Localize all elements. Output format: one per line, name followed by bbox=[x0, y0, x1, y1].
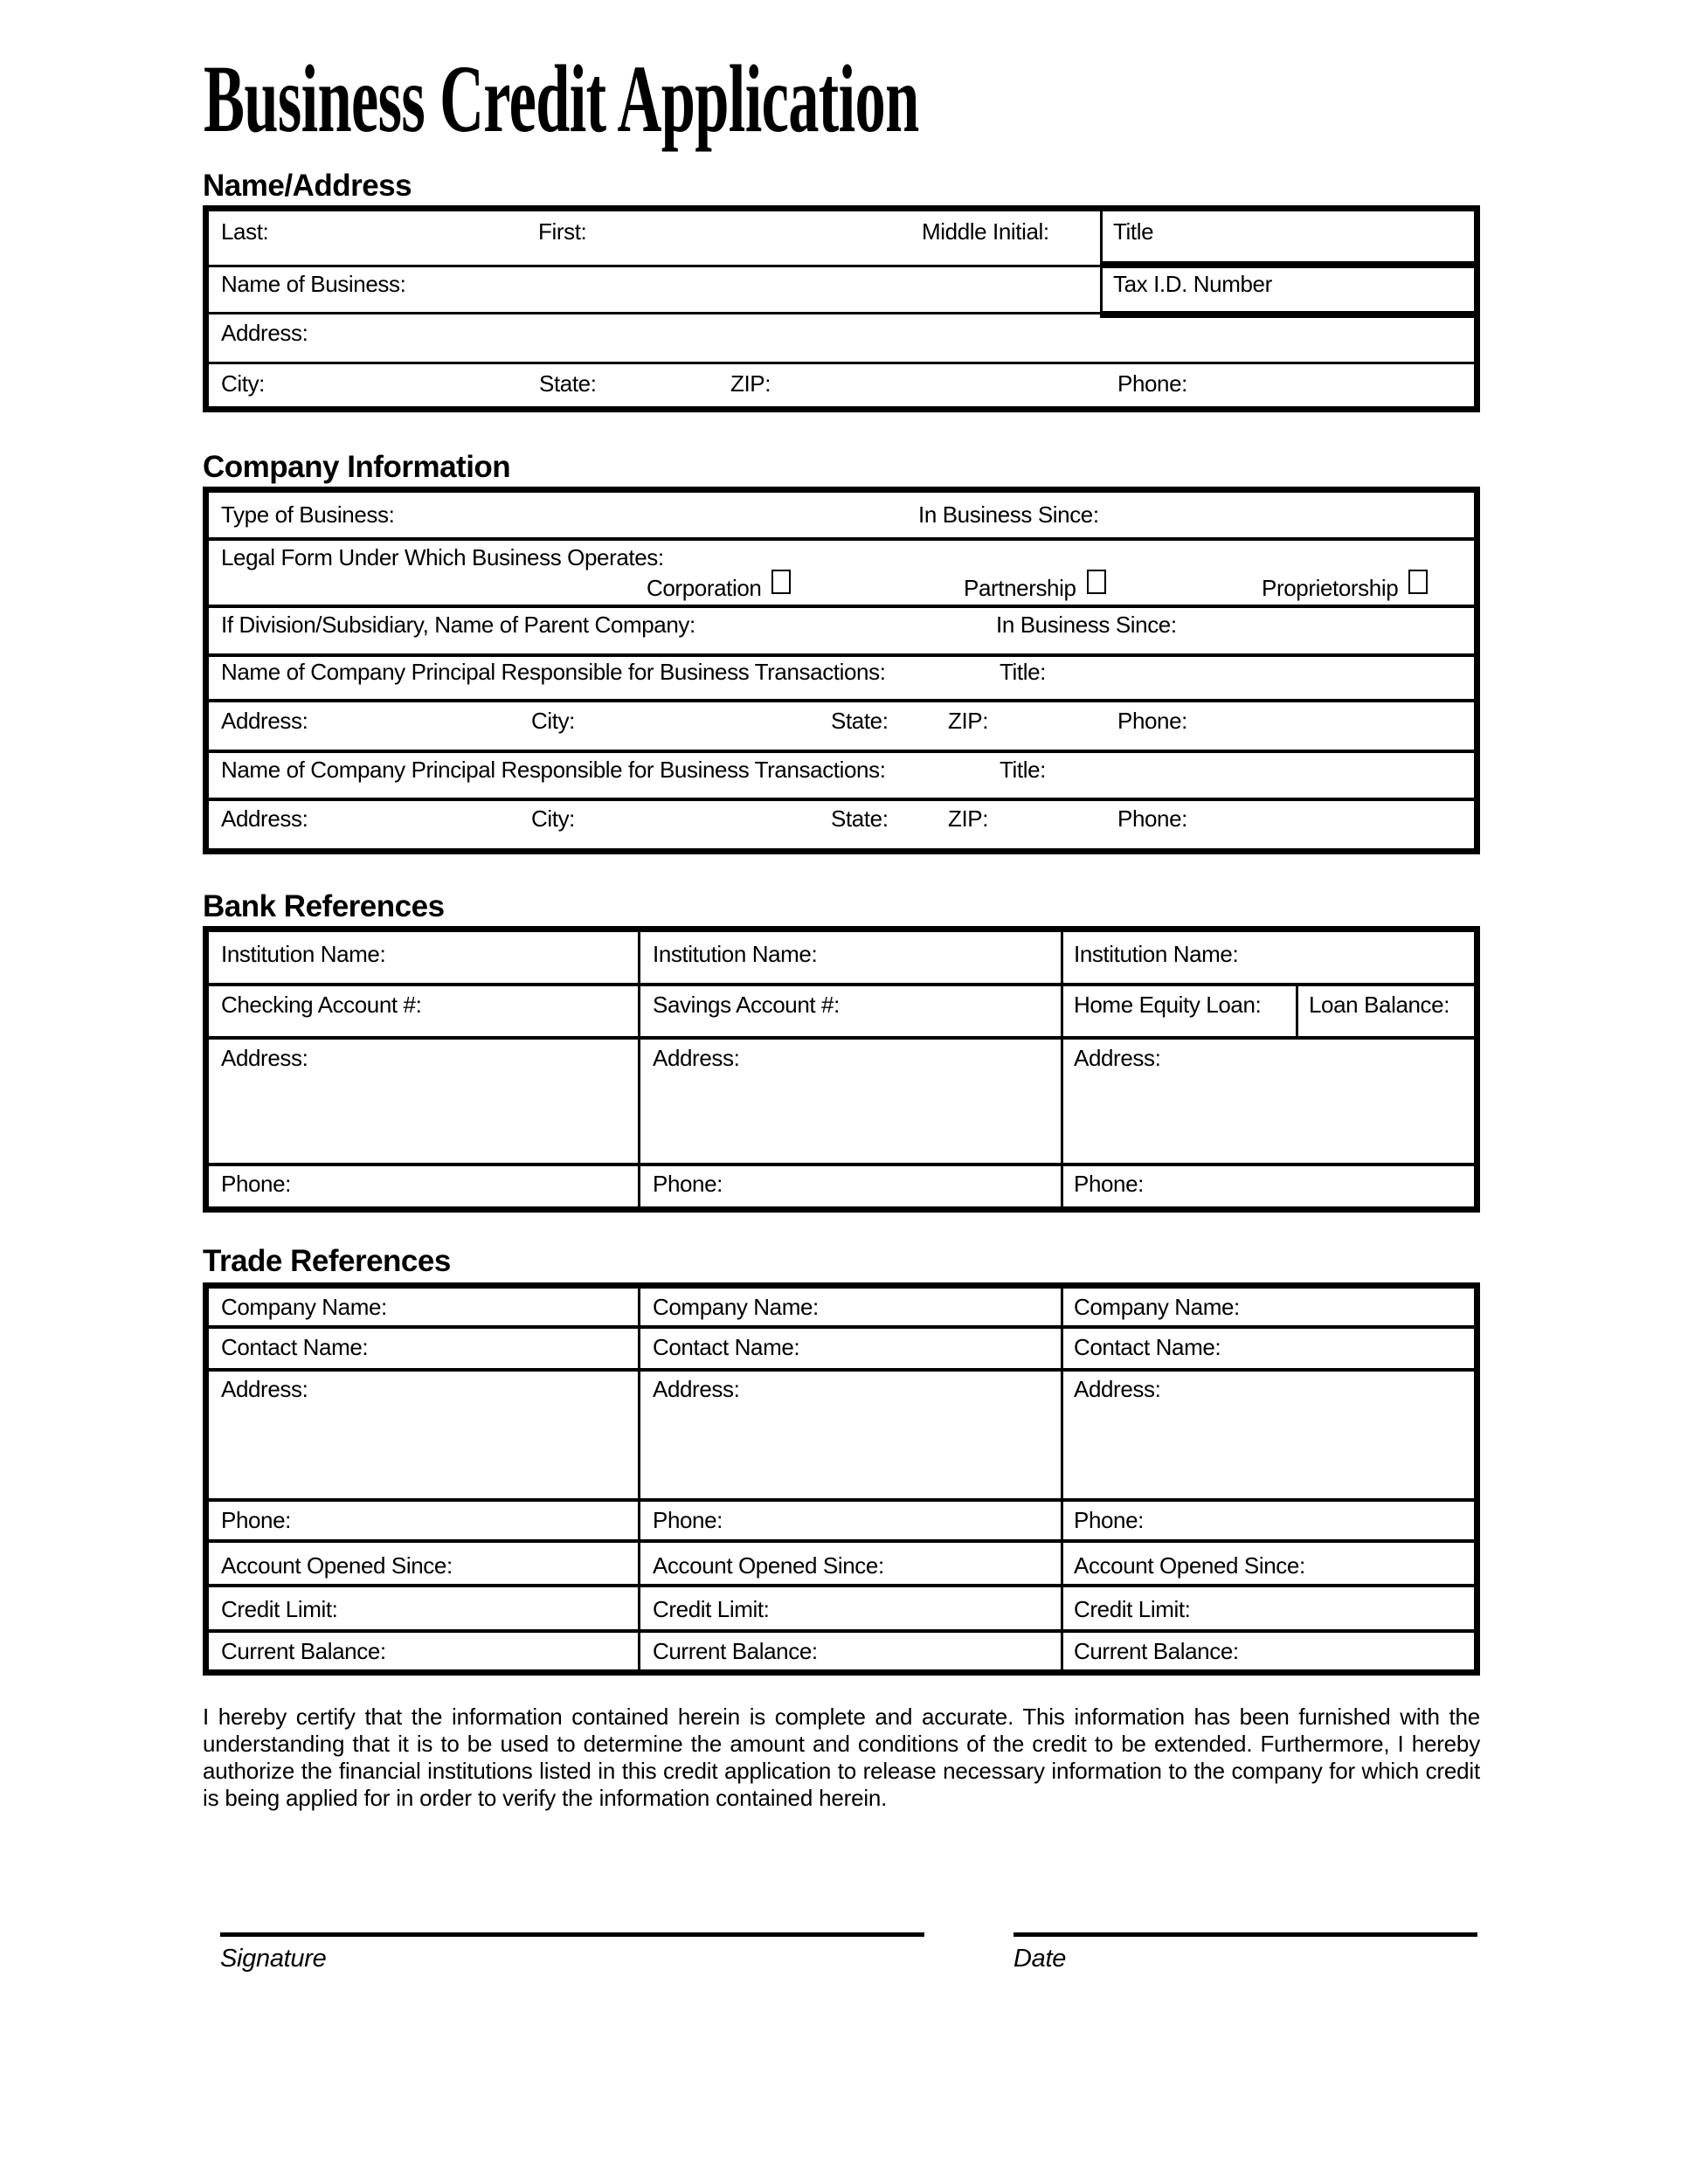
bank-row-divider-3 bbox=[209, 1163, 1474, 1166]
signature-label: Signature bbox=[220, 1945, 327, 1973]
trade-references-table bbox=[203, 1282, 1480, 1676]
partnership-checkbox[interactable] bbox=[1087, 570, 1106, 594]
bank-references-table bbox=[203, 926, 1480, 1213]
taxid-cell-bottom-border bbox=[1100, 311, 1474, 318]
in-business-since-label-2: In Business Since: bbox=[996, 612, 1177, 638]
loan-balance-label: Loan Balance: bbox=[1309, 992, 1450, 1018]
section-heading-bank-references: Bank References bbox=[203, 889, 445, 923]
principal-1-label: Name of Company Principal Responsible for Business Transactions: bbox=[221, 659, 886, 685]
trade-3-address-label: Address: bbox=[1074, 1376, 1161, 1402]
section-heading-name-address: Name/Address bbox=[203, 169, 412, 203]
state-label: State: bbox=[539, 370, 597, 397]
trade-2-credit-limit-label: Credit Limit: bbox=[653, 1596, 770, 1622]
proprietorship-label: Proprietorship bbox=[1262, 575, 1399, 601]
trade-1-current-balance-label: Current Balance: bbox=[221, 1638, 386, 1664]
company-row-divider-6 bbox=[209, 798, 1474, 801]
trade-2-address-label: Address: bbox=[653, 1376, 740, 1402]
in-business-since-label: In Business Since: bbox=[918, 501, 1099, 528]
trade-3-account-opened-label: Account Opened Since: bbox=[1074, 1552, 1305, 1579]
section-heading-company-information: Company Information bbox=[203, 450, 511, 484]
trade-1-credit-limit-label: Credit Limit: bbox=[221, 1596, 338, 1622]
principal-2-label: Name of Company Principal Responsible for Business Transactions: bbox=[221, 757, 886, 783]
bank-3-address-label: Address: bbox=[1074, 1045, 1161, 1071]
principal-2-city-label: City: bbox=[531, 805, 576, 832]
trade-row-divider-1 bbox=[209, 1325, 1474, 1329]
date-label: Date bbox=[1013, 1945, 1067, 1973]
name-table-row-divider-3 bbox=[209, 362, 1474, 364]
trade-3-phone-label: Phone: bbox=[1074, 1507, 1145, 1533]
corporation-checkbox[interactable] bbox=[771, 570, 791, 594]
phone-label: Phone: bbox=[1117, 370, 1188, 397]
section-heading-trade-references: Trade References bbox=[203, 1244, 451, 1278]
address-label: Address: bbox=[221, 320, 308, 346]
first-name-label: First: bbox=[538, 218, 587, 245]
trade-3-current-balance-label: Current Balance: bbox=[1074, 1638, 1239, 1664]
savings-account-label: Savings Account #: bbox=[653, 992, 840, 1018]
principal-1-city-label: City: bbox=[531, 708, 576, 734]
home-equity-loan-label: Home Equity Loan: bbox=[1074, 992, 1262, 1018]
bank-row-divider-1 bbox=[209, 983, 1474, 986]
bank-1-address-label: Address: bbox=[221, 1045, 308, 1071]
trade-2-contact-name-label: Contact Name: bbox=[653, 1334, 800, 1360]
principal-2-address-label: Address: bbox=[221, 805, 308, 832]
city-label: City: bbox=[221, 370, 266, 397]
trade-1-company-name-label: Company Name: bbox=[221, 1294, 387, 1320]
partnership-option bbox=[964, 570, 1106, 602]
name-table-row-divider-1 bbox=[209, 265, 1100, 267]
principal-2-zip-label: ZIP: bbox=[948, 805, 989, 832]
bank-row-divider-2 bbox=[209, 1036, 1474, 1040]
bank-loan-balance-divider bbox=[1296, 983, 1298, 1040]
date-line[interactable] bbox=[1013, 1932, 1477, 1937]
bank-1-phone-label: Phone: bbox=[221, 1171, 292, 1197]
trade-column-divider-1 bbox=[638, 1289, 640, 1669]
last-name-label: Last: bbox=[221, 218, 269, 245]
title-label: Title bbox=[1113, 218, 1154, 245]
trade-3-company-name-label: Company Name: bbox=[1074, 1294, 1240, 1320]
principal-1-address-label: Address: bbox=[221, 708, 308, 734]
principal-1-zip-label: ZIP: bbox=[948, 708, 989, 734]
signature-line[interactable] bbox=[220, 1932, 924, 1937]
company-row-divider-2 bbox=[209, 605, 1474, 608]
trade-row-divider-3 bbox=[209, 1498, 1474, 1502]
name-address-table bbox=[203, 205, 1480, 412]
company-row-divider-4 bbox=[209, 699, 1474, 702]
trade-row-divider-6 bbox=[209, 1629, 1474, 1633]
trade-2-phone-label: Phone: bbox=[653, 1507, 723, 1533]
title-cell-bottom-border bbox=[1100, 261, 1474, 268]
company-row-divider-1 bbox=[209, 537, 1474, 541]
bank-2-institution-label: Institution Name: bbox=[653, 941, 818, 967]
name-of-business-label: Name of Business: bbox=[221, 271, 406, 297]
corporation-label: Corporation bbox=[647, 575, 762, 601]
principal-1-state-label: State: bbox=[831, 708, 889, 734]
checking-account-label: Checking Account #: bbox=[221, 992, 422, 1018]
bank-3-phone-label: Phone: bbox=[1074, 1171, 1145, 1197]
proprietorship-option bbox=[1262, 570, 1428, 602]
trade-1-address-label: Address: bbox=[221, 1376, 308, 1402]
trade-3-contact-name-label: Contact Name: bbox=[1074, 1334, 1221, 1360]
company-row-divider-3 bbox=[209, 653, 1474, 657]
company-information-table bbox=[203, 487, 1480, 854]
zip-label: ZIP: bbox=[730, 370, 771, 397]
proprietorship-checkbox[interactable] bbox=[1408, 570, 1428, 594]
trade-row-divider-4 bbox=[209, 1539, 1474, 1543]
principal-1-title-label: Title: bbox=[1000, 659, 1046, 685]
trade-1-contact-name-label: Contact Name: bbox=[221, 1334, 369, 1360]
tax-id-number-label: Tax I.D. Number bbox=[1113, 271, 1272, 297]
trade-2-current-balance-label: Current Balance: bbox=[653, 1638, 818, 1664]
trade-3-credit-limit-label: Credit Limit: bbox=[1074, 1596, 1191, 1622]
legal-form-label: Legal Form Under Which Business Operates: bbox=[221, 544, 664, 570]
partnership-label: Partnership bbox=[964, 575, 1076, 601]
trade-1-phone-label: Phone: bbox=[221, 1507, 292, 1533]
middle-initial-label: Middle Initial: bbox=[922, 218, 1049, 245]
bank-3-institution-label: Institution Name: bbox=[1074, 941, 1239, 967]
trade-2-company-name-label: Company Name: bbox=[653, 1294, 819, 1320]
principal-1-phone-label: Phone: bbox=[1117, 708, 1188, 734]
principal-2-title-label: Title: bbox=[1000, 757, 1046, 783]
bank-1-institution-label: Institution Name: bbox=[221, 941, 386, 967]
principal-2-phone-label: Phone: bbox=[1117, 805, 1188, 832]
principal-2-state-label: State: bbox=[831, 805, 889, 832]
type-of-business-label: Type of Business: bbox=[221, 501, 395, 528]
bank-2-address-label: Address: bbox=[653, 1045, 740, 1071]
corporation-option bbox=[647, 570, 791, 602]
bank-2-phone-label: Phone: bbox=[653, 1171, 723, 1197]
division-subsidiary-label: If Division/Subsidiary, Name of Parent Company: bbox=[221, 612, 695, 638]
name-table-row-divider-2 bbox=[209, 312, 1100, 314]
trade-row-divider-2 bbox=[209, 1368, 1474, 1372]
page-title: Business Credit Application bbox=[204, 45, 919, 152]
trade-row-divider-5 bbox=[209, 1584, 1474, 1587]
certification-paragraph: I hereby certify that the information contained herein is complete and accurate. This information has been furnished with the understanding that it is to be used to determine the amount and conditions of the credit to be extended. Furthermore, I hereby authorize the financial institutions listed in this credit application to release necessary information to the company for which credit is being applied for in order to verify the information contained herein. bbox=[203, 1704, 1480, 1811]
trade-column-divider-2 bbox=[1061, 1289, 1063, 1669]
trade-1-account-opened-label: Account Opened Since: bbox=[221, 1552, 453, 1579]
trade-2-account-opened-label: Account Opened Since: bbox=[653, 1552, 884, 1579]
company-row-divider-5 bbox=[209, 750, 1474, 753]
